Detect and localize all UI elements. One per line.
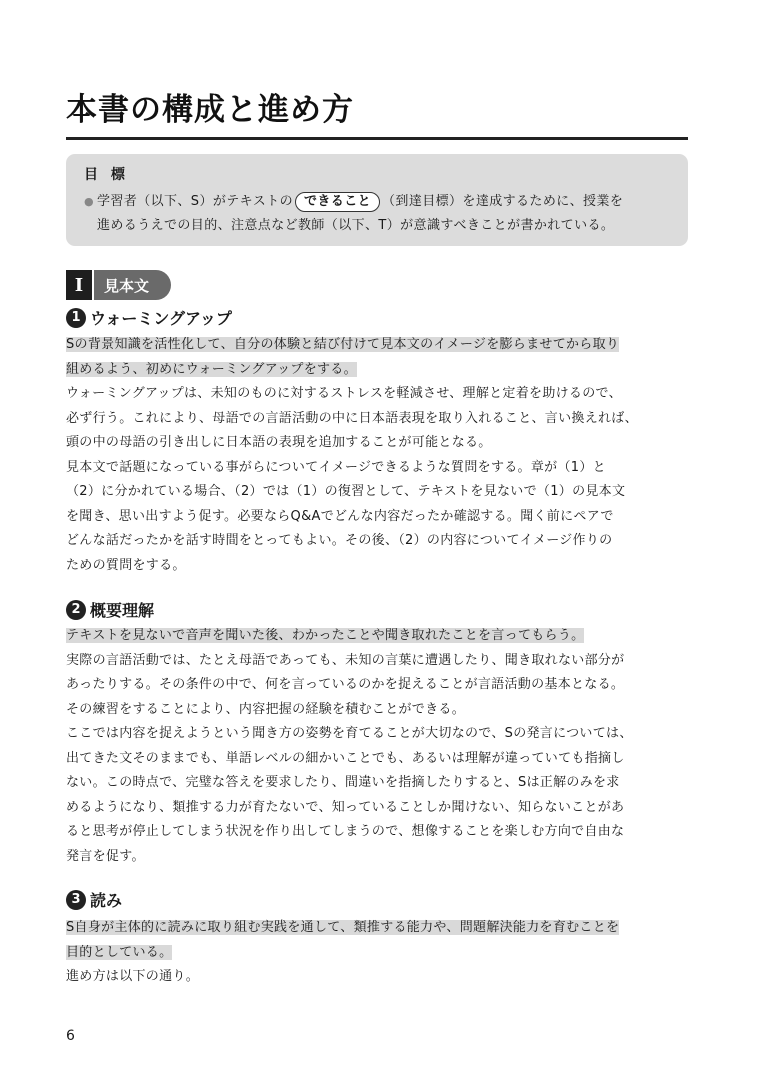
body-line: その練習をすることにより、内容把握の経験を積むことができる。 [66,701,466,717]
body-line: あったりする。その条件の中で、何を言っているのかを捉えることが言語活動の基本となる。 [66,677,625,692]
goal-line-2: 進めるうえでの目的、注意点など教師（以下、T）が意識すべきことが書かれている。 [97,218,615,233]
highlight-line: 組めるよう、初めにウォーミングアップをする。 [66,361,357,377]
sub1-heading [66,306,232,329]
body-line: 頭の中の母語の引き出しに日本語の表現を追加することが可能となる。 [66,435,492,450]
body-line: ウォーミングアップは、未知のものに対するストレスを軽減させ、理解と定着を助けるので、 [66,386,622,401]
page-number: 6 [66,1028,75,1044]
highlight-line: Sの背景知識を活性化して、自分の体験と結び付けて見本文のイメージを膨らませてから取り [66,337,620,352]
sub2-heading [66,598,154,621]
body-line: 出てきた文そのままでも、単語レベルの細かいことでも、あるいは理解が違っていても指摘し [66,750,625,766]
body-line: 必ず行う。これにより、母語での言語活動の中に日本語表現を取り入れること、言い換えれば、 [66,410,638,426]
body-line: 実際の言語活動では、たとえ母語であっても、未知の言葉に遭遇したり、聞き取れない部分が [66,652,625,668]
body-line: ると思考が停止してしまう状況を作り出してしまうので、想像することを楽しむ方向で自由な [66,824,625,839]
body-line: ここでは内容を捉えようという聞き方の姿勢を育てることが大切なので、Sの発言については、 [66,726,633,741]
highlight-line: S自身が主体的に読みに取り組む実践を通して、類推する能力や、問題解決能力を育むことを [66,920,620,935]
sub2-title: 概要理解 [90,601,155,620]
sub3-heading [66,888,122,911]
section-tag [66,270,171,300]
sub3-paragraph [66,916,688,990]
goal-text-after: （到達目標）を達成するために、授業を [382,194,624,209]
can-do-pill: できること [295,192,380,212]
highlight-line: テキストを見ないで音声を聞いた後、わかったことや聞き取れたことを言ってもらう。 [66,628,585,643]
body-line: ための質問をする。 [66,557,186,573]
body-line: （2）に分かれている場合、（2）では（1）の復習として、テキストを見ないで（1）の見本文 [66,484,626,499]
body-line: どんな話だったかを話す時間をとってもよい。その後、（2）の内容についてイメージ作りの [66,533,613,548]
circle-bullet-icon: ● [84,195,94,208]
sub2-paragraph [66,624,688,869]
title-divider [66,137,688,140]
number-circle-icon: 1 [66,308,86,328]
goal-heading: 目 標 [84,167,129,183]
number-circle-icon: 3 [66,890,86,910]
highlight-line: 目的としている。 [66,944,173,960]
goal-box [66,154,688,246]
section-numeral: I [66,270,92,300]
body-line: を聞き、思い出すよう促す。必要ならQ&Aでどんな内容だったか確認する。聞く前にペアで [66,508,614,524]
number-circle-icon: 2 [66,600,86,620]
page-title: 本書の構成と進め方 [66,92,354,128]
body-line: ない。この時点で、完璧な答えを要求したり、間違いを指摘したりすると、Sは正解のみを求 [66,775,620,790]
body-line: 発言を促す。 [66,848,145,864]
sub1-paragraph [66,333,688,578]
sub1-title: ウォーミングアップ [90,309,232,328]
sub3-title: 読み [90,891,123,910]
section-label: 見本文 [94,270,171,300]
goal-text-before: 学習者（以下、S）がテキストの [97,194,293,209]
body-line: めるようになり、類推する力が育たないで、知っていることしか聞けない、知らないことがあ [66,799,625,815]
goal-line-1 [84,190,670,214]
body-line: 見本文で話題になっている事がらについてイメージできるような質問をする。章が（1）と [66,459,606,475]
body-line: 進め方は以下の通り。 [66,969,200,984]
